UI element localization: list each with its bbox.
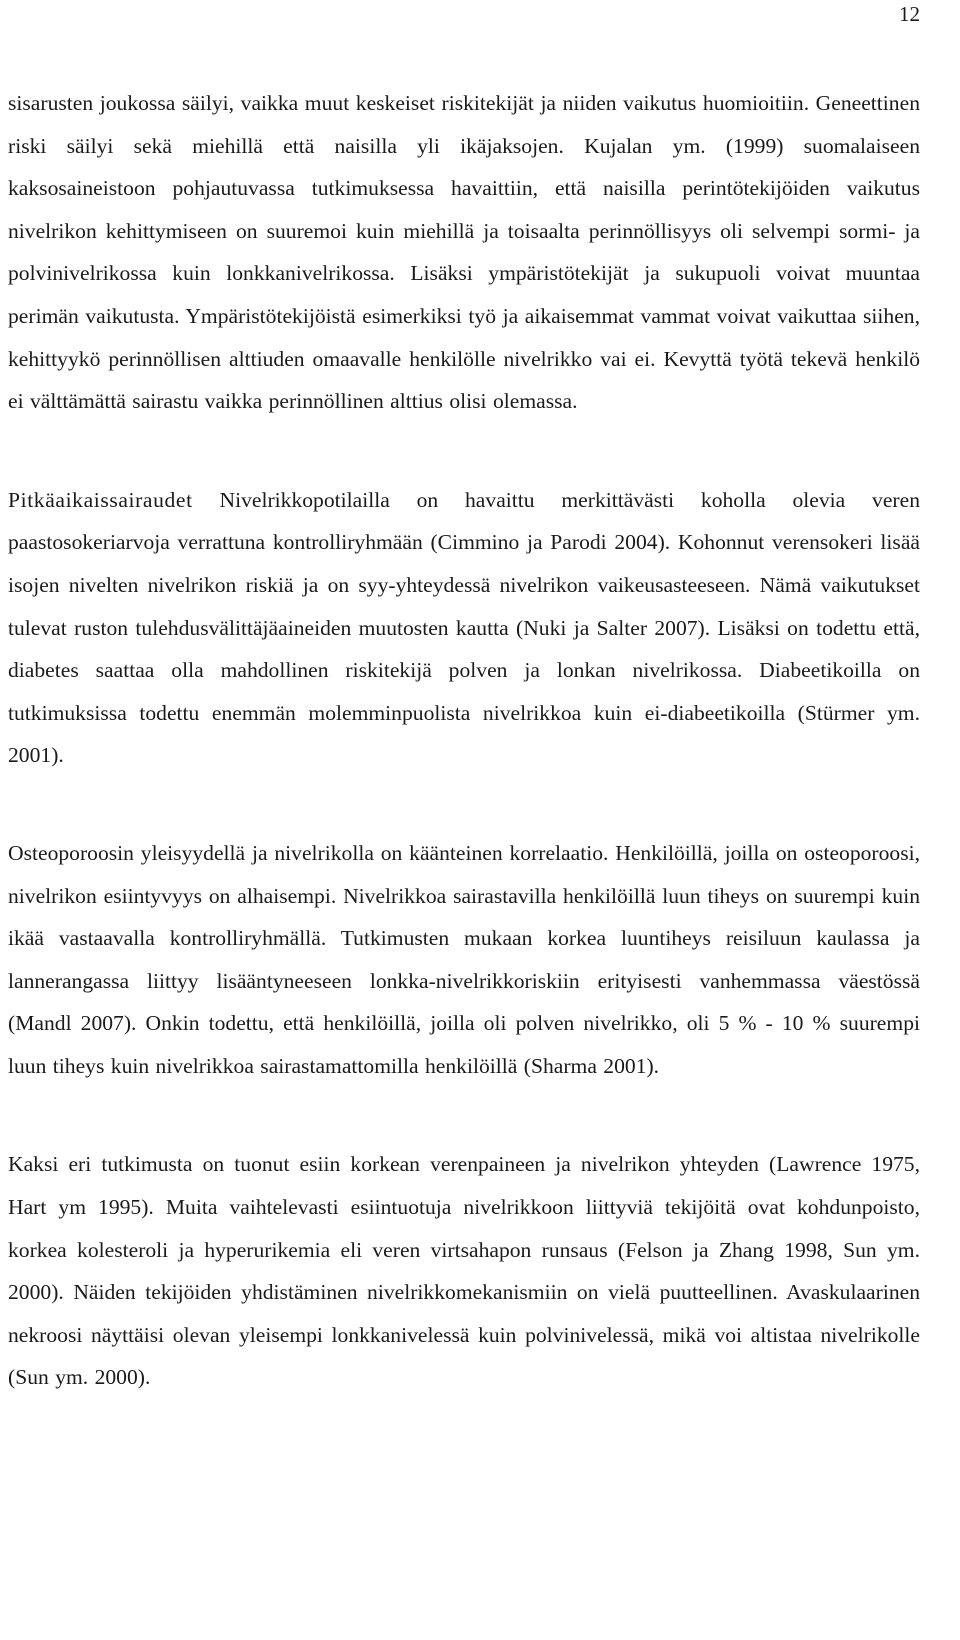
paragraph-osteoporosis: Osteoporoosin yleisyydellä ja nivelrikolla on käänteinen korrelaatio. Henkilöillä, joilla on osteoporoosi, nivelrikon esiintyvyys on alhaisempi. Nivelrikkoa sairastavilla henkilöillä luun tiheys on suurempi kuin ikää vastaavalla kontrolliryhmällä. Tutkimusten mukaan korkea luuntiheys reisiluun kaulassa ja lannerangassa liittyy lisääntyneeseen lonkka-nivelrikkoriskiin erityisesti vanhemmassa väestössä (Mandl 2007). Onkin todettu, että henkilöillä, joilla oli polven nivelrikko, oli 5 % - 10 % suurempi luun tiheys kuin nivelrikkoa sairastamattomilla henkilöillä (Sharma 2001). <box>8 840 920 1078</box>
run-in-heading: Pitkäaikaissairaudet <box>8 487 193 512</box>
paragraph-chronic-diseases-text: Nivelrikkopotilailla on havaittu merkittävästi koholla olevia veren paastosokeriarvoja verrattuna kontrolliryhmään (Cimmino ja Parodi 2004). Kohonnut verensokeri lisää isojen nivelten nivelrikon riskiä ja on syy-yhteydessä nivelrikon vaikeusasteeseen. Nämä vaikutukset tulevat ruston tulehdusvälittäjäaineiden muutosten kautta (Nuki ja Salter 2007). Lisäksi on todettu että, diabetes saattaa olla mahdollinen riskitekijä polven ja lonkan nivelrikossa. Diabeetikoilla on tutkimuksissa todettu enemmän molemminpuolista nivelrikkoa kuin ei-diabeetikoilla (Stürmer ym. 2001). <box>8 487 920 768</box>
paragraph-other-factors: Kaksi eri tutkimusta on tuonut esiin korkean verenpaineen ja nivelrikon yhteyden (Lawrence 1975, Hart ym 1995). Muita vaihtelevasti esiintuotuja nivelrikkoon liittyviä tekijöitä ovat kohdunpoisto, korkea kolesteroli ja hyperurikemia eli veren virtsahapon runsaus (Felson ja Zhang 1998, Sun ym. 2000). Näiden tekijöiden yhdistäminen nivelrikkomekanismiin on vielä puutteellinen. Avaskulaarinen nekroosi näyttäisi olevan yleisempi lonkkanivelessä kuin polvinivelessä, mikä voi altistaa nivelrikolle (Sun ym. 2000). <box>8 1152 920 1390</box>
document-body <box>8 82 920 1399</box>
paragraph-genetic-risk: sisarusten joukossa säilyi, vaikka muut keskeiset riskitekijät ja niiden vaikutus huomioitiin. Geneettinen riski säilyi sekä miehillä että naisilla yli ikäjaksojen. Kujalan ym. (1999) suomalaiseen kaksosaineistoon pohjautuvassa tutkimuksessa havaittiin, että naisilla perintötekijöiden vaikutus nivelrikon kehittymiseen on suuremoi kuin miehillä ja toisaalta perinnöllisyys oli selvempi sormi- ja polvinivelrikossa kuin lonkkanivelrikossa. Lisäksi ympäristötekijät ja sukupuoli voivat muuntaa perimän vaikutusta. Ympäristötekijöistä esimerkiksi työ ja aikaisemmat vammat voivat vaikuttaa siihen, kehittyykö perinnöllisen alttiuden omaavalle henkilölle nivelrikko vai ei. Kevyttä työtä tekevä henkilö ei välttämättä sairastu vaikka perinnöllinen alttius olisi olemassa. <box>8 91 920 414</box>
page-number: 12 <box>899 2 920 26</box>
paragraph-chronic-diseases <box>8 479 920 777</box>
